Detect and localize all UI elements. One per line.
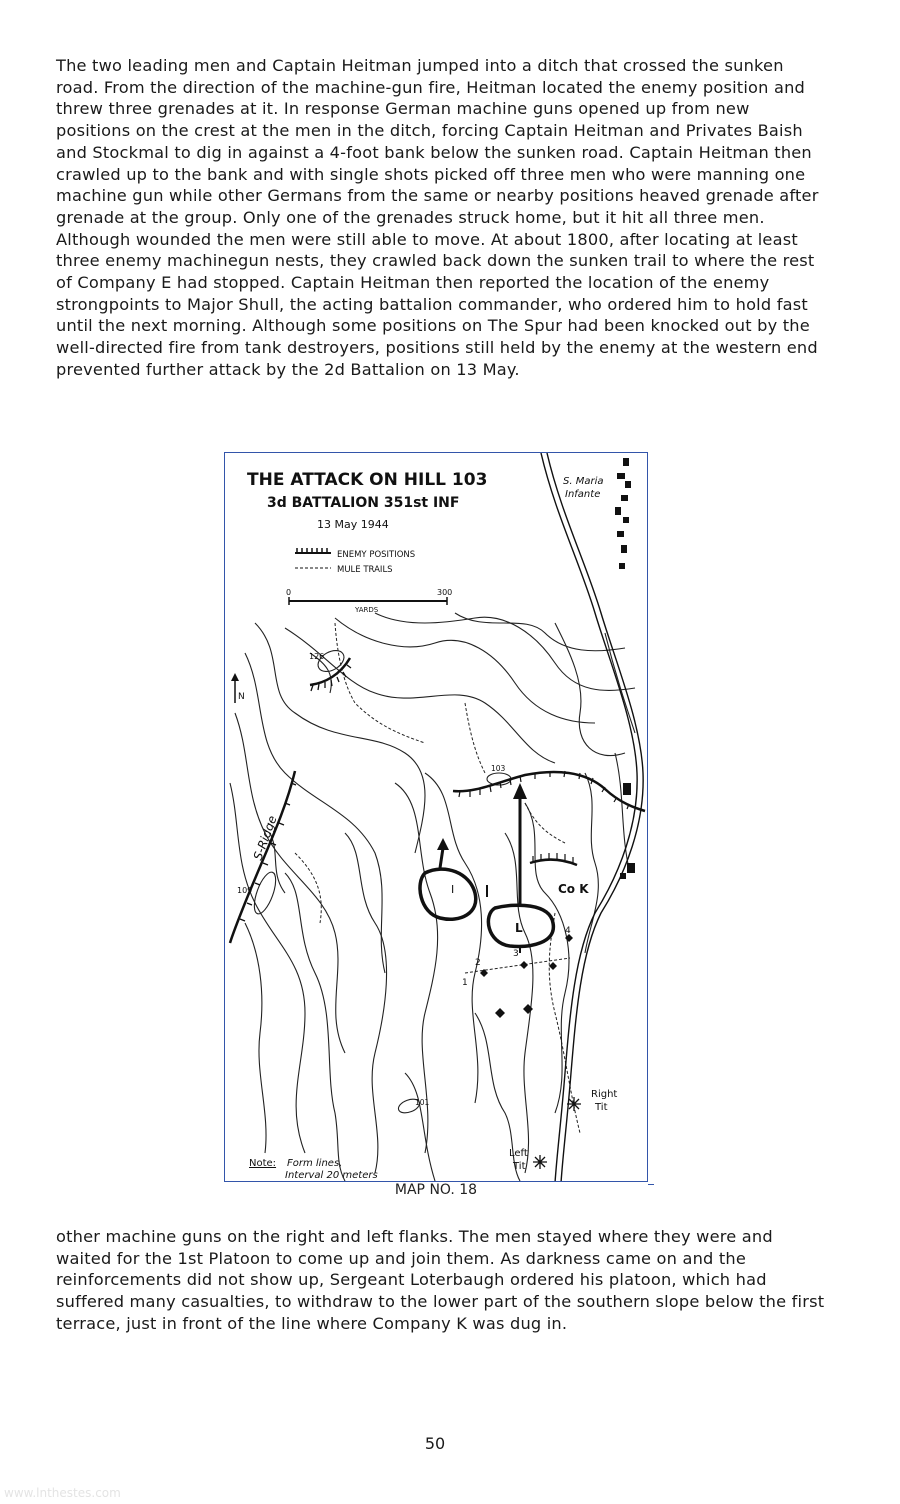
page-number: 50 [424, 1434, 446, 1453]
units-and-arrows [420, 798, 553, 953]
map-caption: MAP NO. 18 [394, 1182, 478, 1198]
scale-start: 0 [286, 588, 292, 597]
map-date: 13 May 1944 [317, 518, 389, 531]
left-tit-label-2: Tit [513, 1161, 526, 1172]
note-line-2: Interval 20 meters [285, 1170, 378, 1181]
arrow-heads-icon [437, 783, 527, 850]
point-3: 3 [513, 949, 519, 959]
hill-103-label: 103 [491, 764, 506, 773]
legend-enemy-label: ENEMY POSITIONS [337, 550, 416, 560]
legend-enemy-symbol [295, 548, 331, 553]
point-1: 1 [462, 978, 468, 988]
map-figure [224, 452, 648, 1182]
hill-126-label: 126 [309, 652, 325, 661]
map-subtitle: 3d BATTALION 351st INF [267, 495, 460, 511]
right-tit-marker-icon [567, 1097, 581, 1111]
caption-divider [648, 1184, 654, 1185]
left-tit-label-1: Left [509, 1148, 528, 1159]
scale-unit: YARDS [355, 606, 379, 614]
note-label: Note: [249, 1158, 277, 1169]
place-infante: Infante [565, 489, 601, 500]
hill-109-label: 109 [237, 886, 253, 895]
right-tit-label-1: Right [591, 1089, 618, 1100]
map-drawing [225, 453, 648, 1182]
note-line-1: Form lines, [287, 1158, 343, 1169]
hill-101-label: 101 [415, 1098, 430, 1107]
map-title: THE ATTACK ON HILL 103 [247, 470, 488, 490]
scale-bar [289, 597, 447, 605]
s-ridge-label: S-Ridge [250, 813, 280, 863]
legend-trails-label: MULE TRAILS [337, 565, 393, 575]
north-label: N [238, 692, 245, 702]
left-tit-marker-icon [533, 1155, 547, 1169]
unit-l-label: L [515, 921, 523, 935]
point-2: 2 [475, 958, 481, 968]
body-paragraph-top: The two leading men and Captain Heitman jumped into a ditch that crossed the sunken road. From the direction of the machine-gun fire, Heitman located the enemy position and threw three grenades at it. In response German machine guns opened up from new positions on the crest at the men in the ditch, forcing Captain Heitman and Privates Baish and Stockmal to dig in against a 4-foot bank below the sunken road. Captain Heitman then crawled up to the bank and with single shots picked off three men who were manning one machine gun while other Germans from the same or nearby positions heaved grenade after grenade at the group. Only one of the grenades struck home, but it hit all three men. Although wounded the men were still able to move. At about 1800, after locating at least three enemy machinegun nests, they crawled back down the sunken trail to where the rest of Company E had stopped. Captain Heitman then reported the location of the enemy strongpoints to Major Shull, the acting battalion commander, who ordered him to hold fast until the next morning. Although some positions on The Spur had been knocked out by the well-directed fire from tank destroyers, positions still held by the enemy at the western end prevented further attack by the 2d Battalion on 13 May. [56, 56, 819, 379]
body-paragraph-bottom: other machine guns on the right and left flanks. The men stayed where they were and waited for the 1st Platoon to come up and join them. As darkness came on and the reinforcements did not show up, Sergeant Loterbaugh ordered his platoon, which had suffered many casualties, to withdraw to the lower part of the southern slope below the first terrace, just in front of the line where Company K was dug in. [56, 1227, 825, 1333]
contour-lines [230, 613, 635, 1181]
watermark: www.lnthestes.com [4, 1486, 121, 1500]
point-4: 4 [565, 926, 571, 936]
village-buildings [615, 458, 635, 879]
scale-end: 300 [437, 588, 453, 597]
right-tit-label-2: Tit [595, 1102, 608, 1113]
unit-i-label: I [451, 883, 455, 896]
enemy-positions [230, 658, 645, 943]
place-s-maria: S. Maria [563, 476, 604, 487]
co-k-label: Co K [558, 882, 589, 896]
